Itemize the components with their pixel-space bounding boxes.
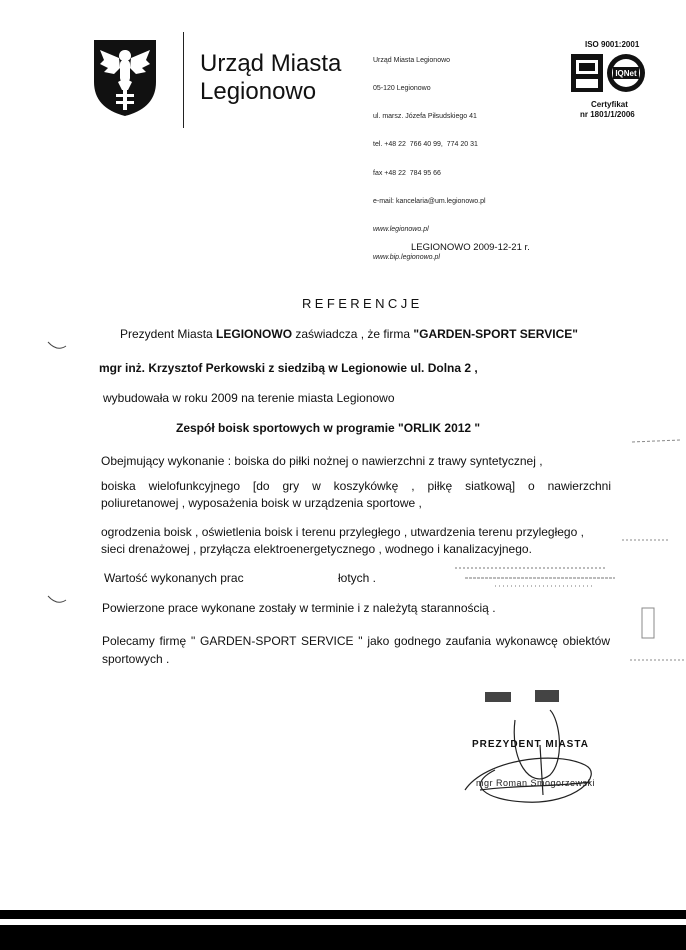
footer-bar [0,910,686,919]
iqnet-label: IQNet [615,69,637,78]
paragraph-10-line2: sportowych . [102,652,170,666]
p1-firm: "GARDEN-SPORT SERVICE" [413,327,578,341]
certificate-number: nr 1801/1/2006 [580,110,635,119]
contact-line: ul. marsz. Józefa Piłsudskiego 41 [373,113,477,121]
header-divider [183,32,184,128]
organization-name-line2: Legionowo [200,78,317,105]
paragraph-4: Zespół boisk sportowych w programie "ORLIK 2012 " [176,421,481,435]
contact-line: tel. +48 22 766 40 99, 774 20 31 [373,141,478,149]
contact-line: www.bip.legionowo.pl [373,254,440,262]
paragraph-1 [120,327,578,342]
paragraph-6-line2: poliuretanowej , wyposażenia boisk w urządzenia sportowe , [101,496,422,510]
paragraph-10-line1: Polecamy firmę " GARDEN-SPORT SERVICE " jako godnego zaufania wykonawcę obiektów [102,634,610,648]
certificate-title: Certyfikat [591,100,628,109]
paragraph-5: Obejmujący wykonanie : boiska do piłki nożnej o nawierzchni z trawy syntetycznej , [101,454,543,468]
certification-logos [570,52,648,96]
contact-line: e-mail: kancelaria@um.legionowo.pl [373,197,486,205]
signature-name: mgr Roman Smogorzewski [476,778,596,788]
footer-bar [0,925,686,950]
paragraph-2: mgr inż. Krzysztof Perkowski z siedzibą w Legionowie ul. Dolna 2 , [99,361,478,375]
signature-title: PREZYDENT MIASTA [472,739,589,750]
iso-title: ISO 9001:2001 [585,40,640,49]
paragraph-8-label: Wartość wykonanych prac [104,571,244,585]
contact-line: www.legionowo.pl [373,226,429,234]
organization-name-line1: Urząd Miasta [200,50,342,77]
punch-mark [46,594,68,606]
p1-pre: Prezydent Miasta [120,327,217,341]
paragraph-7-line2: sieci drenażowej , przyłącza elektroenergetycznego , wodnego i kanalizacyjnego. [101,542,532,556]
paragraph-6-line1: boiska wielofunkcyjnego [do gry w koszykówkę , piłkę siatkową] o nawierzchni [101,479,611,493]
organization-name [200,50,341,106]
document-heading: REFERENCJE [302,296,423,311]
contact-block [373,37,486,272]
signature-stamp [455,690,615,820]
p1-city: LEGIONOWO [216,327,293,341]
scan-noise [620,430,686,670]
paragraph-7-line1: ogrodzenia boisk , oświetlenia boisk i terenu przyległego , utwardzenia terenu przyległego , [101,525,584,539]
paragraph-8-tail: łotych . [338,571,377,585]
paragraph-9: Powierzone prace wykonane zostały w terminie i z należytą starannością . [102,601,496,615]
contact-line: fax +48 22 784 95 66 [373,169,441,177]
paragraph-3: wybudowała w roku 2009 na terenie miasta Legionowo [103,391,395,405]
p1-mid: zaświadcza , że firma [292,327,414,341]
date-line: LEGIONOWO 2009-12-21 r. [411,242,530,253]
coat-of-arms-logo [92,38,158,118]
punch-mark [46,340,68,352]
contact-line: 05-120 Legionowo [373,85,431,93]
contact-line: Urząd Miasta Legionowo [373,56,451,64]
redaction-smudge [455,556,615,596]
